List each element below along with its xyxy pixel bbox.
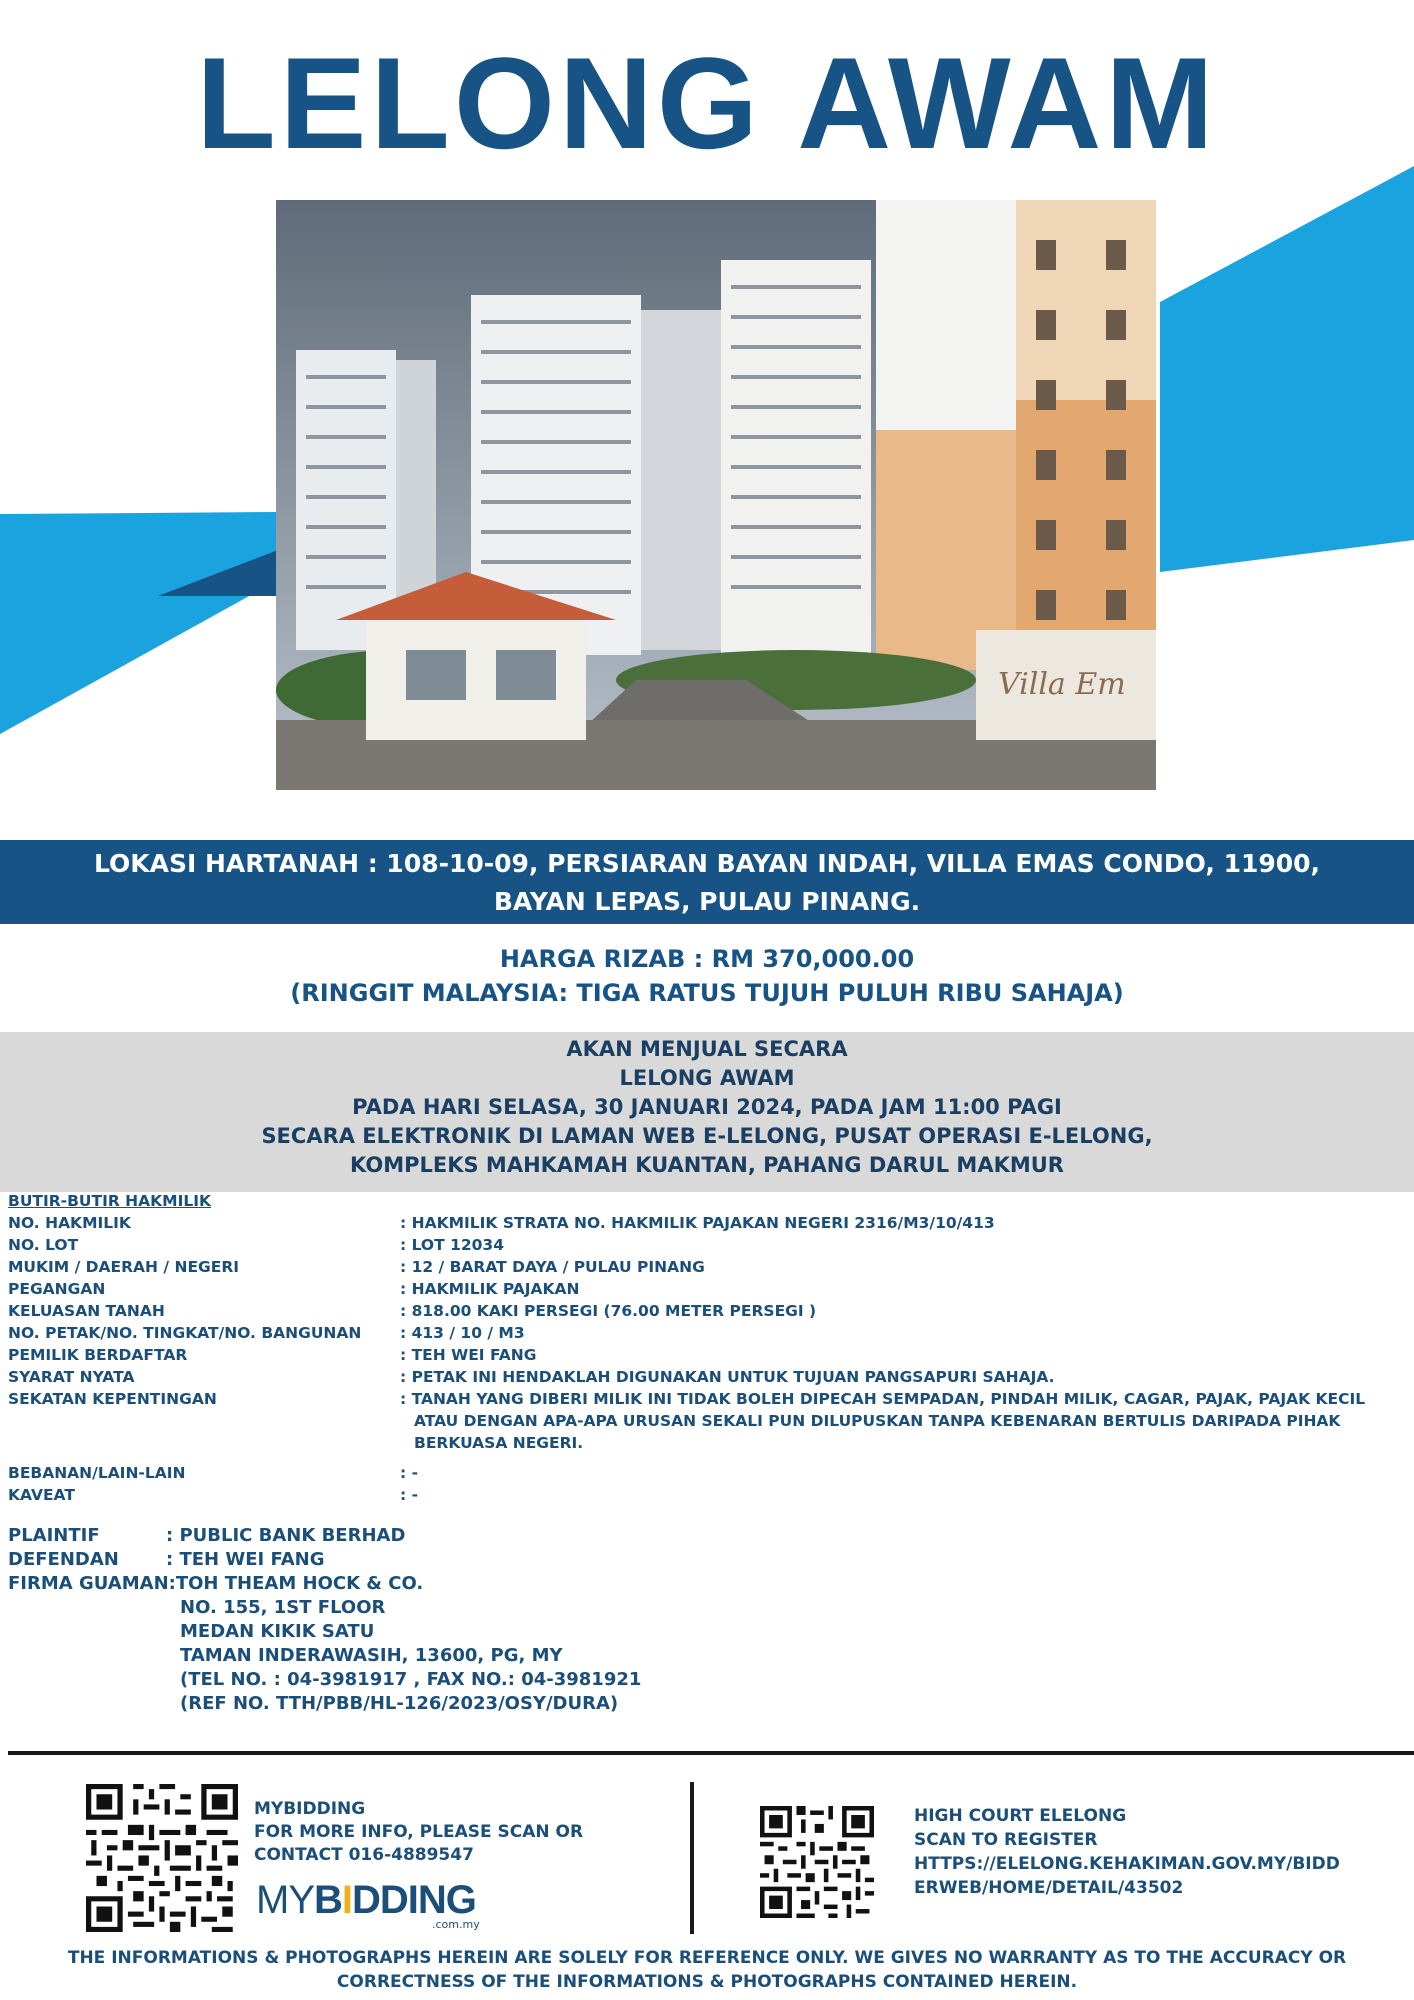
details-label: PEMILIK BERDAFTAR bbox=[8, 1346, 188, 1364]
auction-line: AKAN MENJUAL SECARA bbox=[566, 1037, 848, 1061]
auction-details-band bbox=[0, 1032, 1414, 1192]
left-cyan-shape bbox=[0, 512, 278, 734]
mybidding-info bbox=[254, 1798, 583, 1867]
plaintif-value: : PUBLIC BANK BERHAD bbox=[166, 1525, 406, 1546]
details-label: KELUASAN TANAH bbox=[8, 1302, 165, 1320]
details-value: : HAKMILIK STRATA NO. HAKMILIK PAJAKAN NEGERI 2316/M3/10/413 bbox=[400, 1214, 995, 1232]
poster-title: LELONG AWAM bbox=[196, 30, 1218, 176]
mybidding-logo bbox=[256, 1880, 476, 1920]
firma-address-line: NO. 155, 1ST FLOOR bbox=[180, 1597, 386, 1618]
footer-divider bbox=[8, 1751, 1414, 1755]
firma-address-line: (REF NO. TTH/PBB/HL-126/2023/OSY/DURA) bbox=[180, 1693, 619, 1714]
firma-address-line: TAMAN INDERAWASIH, 13600, PG, MY bbox=[180, 1645, 563, 1666]
disclaimer-line: CORRECTNESS OF THE INFORMATIONS & PHOTOGRAPHS CONTAINED HEREIN. bbox=[336, 1972, 1078, 1992]
right-cyan-shape bbox=[1160, 166, 1414, 572]
details-value-line: ATAU DENGAN APA-APA URUSAN SEKALI PUN DILUPUSKAN TANPA KEBENARAN BERTULIS DARIPADA PIHAK bbox=[414, 1412, 1341, 1430]
details-value-line: : TANAH YANG DIBERI MILIK INI TIDAK BOLEH DIPECAH SEMPADAN, PINDAH MILIK, CAGAR, PAJAK, PAJAK KECIL bbox=[400, 1390, 1366, 1408]
details-label: BEBANAN/LAIN-LAIN bbox=[8, 1464, 186, 1482]
details-value: : LOT 12034 bbox=[400, 1236, 504, 1254]
logo-part: B bbox=[314, 1878, 342, 1922]
spacer bbox=[8, 1454, 1408, 1462]
firma-address-line: (TEL NO. : 04-3981917 , FAX NO.: 04-3981921 bbox=[180, 1669, 642, 1690]
details-value: : - bbox=[400, 1486, 419, 1504]
elelong-info bbox=[914, 1804, 1340, 1900]
logo-part: I bbox=[341, 1878, 353, 1922]
logo-part: DDING bbox=[352, 1878, 476, 1922]
auction-line: SECARA ELEKTRONIK DI LAMAN WEB E-LELONG, PUSAT OPERASI E-LELONG, bbox=[261, 1124, 1153, 1148]
qr-code-icon[interactable] bbox=[760, 1806, 874, 1918]
firma-address-line: MEDAN KIKIK SATU bbox=[180, 1621, 375, 1642]
elelong-line: SCAN TO REGISTER bbox=[914, 1830, 1098, 1850]
details-label: NO. HAKMILIK bbox=[8, 1214, 131, 1232]
elelong-link[interactable]: HTTPS://ELELONG.KEHAKIMAN.GOV.MY/BIDD bbox=[914, 1854, 1340, 1874]
defendan-value: : TEH WEI FANG bbox=[166, 1549, 325, 1570]
details-value: : 12 / BARAT DAYA / PULAU PINANG bbox=[400, 1258, 705, 1276]
auction-line: LELONG AWAM bbox=[619, 1066, 795, 1090]
details-value: : 413 / 10 / M3 bbox=[400, 1324, 525, 1342]
footer-vertical-divider bbox=[690, 1782, 694, 1934]
logo-domain: .com.my bbox=[432, 1918, 480, 1931]
details-label: NO. PETAK/NO. TINGKAT/NO. BANGUNAN bbox=[8, 1324, 362, 1342]
disclaimer bbox=[0, 1946, 1414, 1994]
firma-row bbox=[8, 1572, 641, 1596]
details-row bbox=[8, 1212, 1408, 1234]
details-value: : 818.00 KAKI PERSEGI (76.00 METER PERSEGI ) bbox=[400, 1302, 817, 1320]
details-row bbox=[8, 1322, 1408, 1344]
details-row bbox=[8, 1300, 1408, 1322]
logo-part: MY bbox=[256, 1878, 314, 1922]
mybidding-line: CONTACT 016-4889547 bbox=[254, 1845, 474, 1865]
details-value: : HAKMILIK PAJAKAN bbox=[400, 1280, 580, 1298]
details-value: : PETAK INI HENDAKLAH DIGUNAKAN UNTUK TUJUAN PANGSAPURI SAHAJA. bbox=[400, 1368, 1055, 1386]
details-row bbox=[8, 1344, 1408, 1366]
details-value bbox=[400, 1388, 1408, 1454]
property-photo bbox=[276, 200, 1156, 790]
reserve-price bbox=[0, 942, 1414, 1010]
details-row bbox=[8, 1484, 1408, 1506]
elelong-line: HIGH COURT ELELONG bbox=[914, 1806, 1127, 1826]
details-row bbox=[8, 1278, 1408, 1300]
firma-label: FIRMA GUAMAN bbox=[8, 1573, 169, 1594]
plaintif-row bbox=[8, 1524, 641, 1548]
disclaimer-line: THE INFORMATIONS & PHOTOGRAPHS HEREIN ARE SOLELY FOR REFERENCE ONLY. WE GIVES NO WARRANTY AS TO THE ACCURACY OR bbox=[67, 1948, 1347, 1968]
auction-line: KOMPLEKS MAHKAMAH KUANTAN, PAHANG DARUL MAKMUR bbox=[350, 1153, 1064, 1177]
details-label: PEGANGAN bbox=[8, 1280, 106, 1298]
reserve-price-amount: HARGA RIZAB : RM 370,000.00 bbox=[499, 945, 915, 973]
parties-section bbox=[8, 1524, 641, 1716]
defendan-label: DEFENDAN bbox=[8, 1549, 119, 1570]
mybidding-line: FOR MORE INFO, PLEASE SCAN OR bbox=[254, 1822, 584, 1842]
reserve-price-words: (RINGGIT MALAYSIA: TIGA RATUS TUJUH PULUH RIBU SAHAJA) bbox=[290, 979, 1124, 1007]
location-line-1: LOKASI HARTANAH : 108-10-09, PERSIARAN BAYAN INDAH, VILLA EMAS CONDO, 11900, bbox=[93, 849, 1321, 878]
firma-value: :TOH THEAM HOCK & CO. bbox=[168, 1573, 424, 1594]
details-row bbox=[8, 1462, 1408, 1484]
details-value-line: BERKUASA NEGERI. bbox=[414, 1434, 584, 1452]
details-row bbox=[8, 1366, 1408, 1388]
location-band bbox=[0, 840, 1414, 924]
title-details bbox=[8, 1190, 1408, 1506]
plaintif-label: PLAINTIF bbox=[8, 1525, 100, 1546]
details-label: KAVEAT bbox=[8, 1486, 75, 1504]
details-row bbox=[8, 1234, 1408, 1256]
location-line-2: BAYAN LEPAS, PULAU PINANG. bbox=[493, 887, 921, 916]
details-label: MUKIM / DAERAH / NEGERI bbox=[8, 1258, 240, 1276]
details-label: SEKATAN KEPENTINGAN bbox=[8, 1390, 217, 1408]
details-value: : TEH WEI FANG bbox=[400, 1346, 537, 1364]
details-label: SYARAT NYATA bbox=[8, 1368, 135, 1386]
qr-code-icon[interactable] bbox=[86, 1784, 238, 1932]
auction-line: PADA HARI SELASA, 30 JANUARI 2024, PADA JAM 11:00 PAGI bbox=[352, 1095, 1062, 1119]
mybidding-line: MYBIDDING bbox=[254, 1799, 366, 1819]
details-row bbox=[8, 1388, 1408, 1454]
details-row bbox=[8, 1256, 1408, 1278]
defendan-row bbox=[8, 1548, 641, 1572]
details-label: NO. LOT bbox=[8, 1236, 79, 1254]
details-value: : - bbox=[400, 1464, 419, 1482]
villa-sign: Villa Em bbox=[998, 667, 1126, 702]
elelong-link[interactable]: ERWEB/HOME/DETAIL/43502 bbox=[914, 1878, 1184, 1898]
details-header: BUTIR-BUTIR HAKMILIK bbox=[8, 1192, 212, 1210]
